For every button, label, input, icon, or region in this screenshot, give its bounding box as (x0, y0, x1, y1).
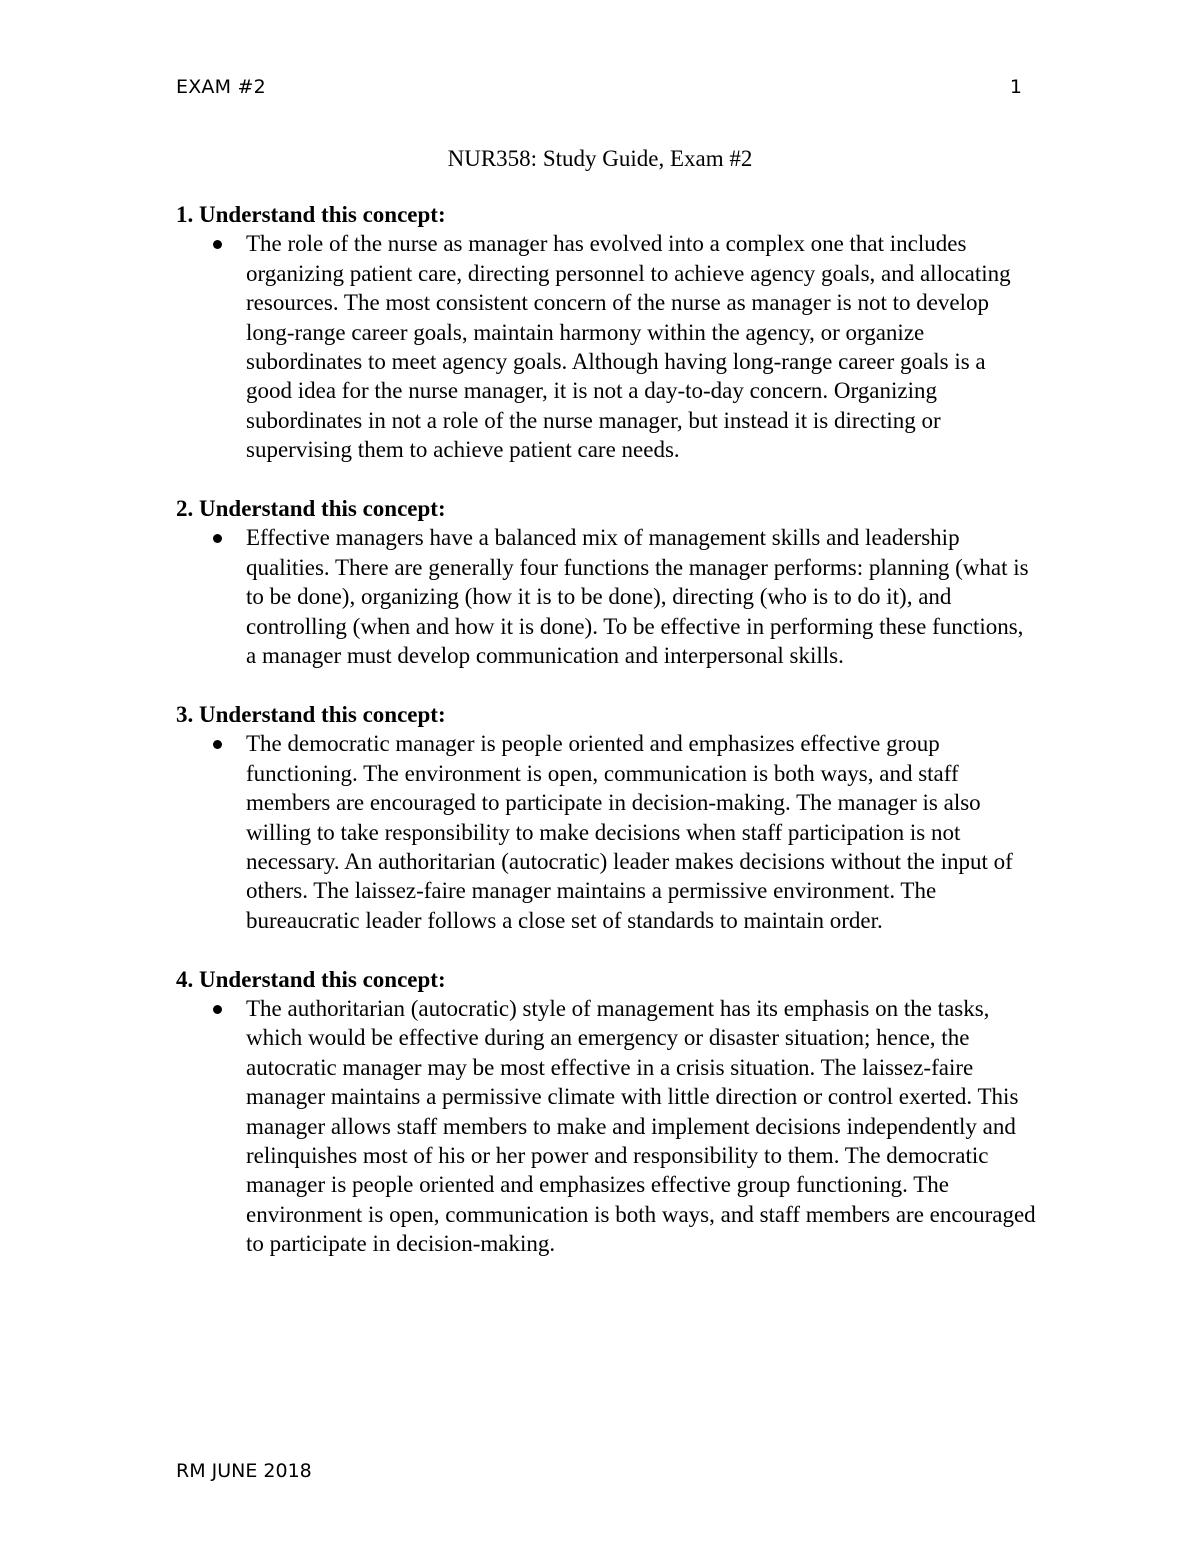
bullet-icon (213, 740, 222, 749)
bullet-icon (213, 1005, 222, 1014)
document-body (176, 200, 1036, 1288)
bullet-item (246, 229, 1036, 464)
bullet-icon (213, 240, 222, 249)
bullet-list (176, 994, 1036, 1259)
bullet-text: Effective managers have a balanced mix of management skills and leadership qualities. There are generally four functions the manager performs: planning (what is to be done), organizing (how it is to be done), directing (who is to do it), and controlling (when and how it is done). To be effective in performing these functions, a manager must develop communication and interpersonal skills. (246, 525, 1029, 669)
bullet-text: The role of the nurse as manager has evolved into a complex one that includes organizing patient care, directing personnel to achieve agency goals, and allocating resources. The most consistent concern of the nurse as manager is not to develop long-range career goals, maintain harmony within the agency, or organize subordinates to meet agency goals. Although having long-range career goals is a good idea for the nurse manager, it is not a day-to-day concern. Organizing subordinates in not a role of the nurse manager, but instead it is directing or supervising them to achieve patient care needs. (246, 231, 1011, 463)
bullet-list (176, 229, 1036, 464)
bullet-item (246, 994, 1036, 1259)
bullet-item (246, 523, 1036, 670)
section-heading: 3. Understand this concept: (176, 701, 446, 727)
section-heading: 4. Understand this concept: (176, 966, 446, 992)
section-heading: 2. Understand this concept: (176, 496, 446, 522)
bullet-list (176, 523, 1036, 670)
running-header: EXAM #2 (176, 76, 266, 98)
bullet-icon (213, 534, 222, 543)
bullet-list (176, 729, 1036, 935)
document-title: NUR358: Study Guide, Exam #2 (447, 146, 753, 171)
page-number: 1 (1009, 76, 1022, 98)
section-4 (176, 965, 1036, 1259)
running-footer: RM JUNE 2018 (176, 1460, 312, 1482)
bullet-text: The democratic manager is people oriented and emphasizes effective group functioning. The environment is open, communication is both ways, and staff members are encouraged to participate in decision-making. The manager is also willing to take responsibility to make decisions when staff participation is not necessary. An authoritarian (autocratic) leader makes decisions without the input of others. The laissez-faire manager maintains a permissive environment. The bureaucratic leader follows a close set of standards to maintain order. (246, 731, 1013, 933)
bullet-item (246, 729, 1036, 935)
section-3 (176, 700, 1036, 935)
section-2 (176, 494, 1036, 670)
bullet-text: The authoritarian (autocratic) style of management has its emphasis on the tasks, which would be effective during an emergency or disaster situation; hence, the autocratic manager may be most effective in a crisis situation. The laissez-faire manager maintains a permissive climate with little direction or control exerted. This manager allows staff members to make and implement decisions independently and relinquishes most of his or her power and responsibility to them. The democratic manager is people oriented and emphasizes effective group functioning. The environment is open, communication is both ways, and staff members are encouraged to participate in decision-making. (246, 995, 1036, 1257)
section-heading: 1. Understand this concept: (176, 202, 446, 227)
section-1 (176, 200, 1036, 465)
